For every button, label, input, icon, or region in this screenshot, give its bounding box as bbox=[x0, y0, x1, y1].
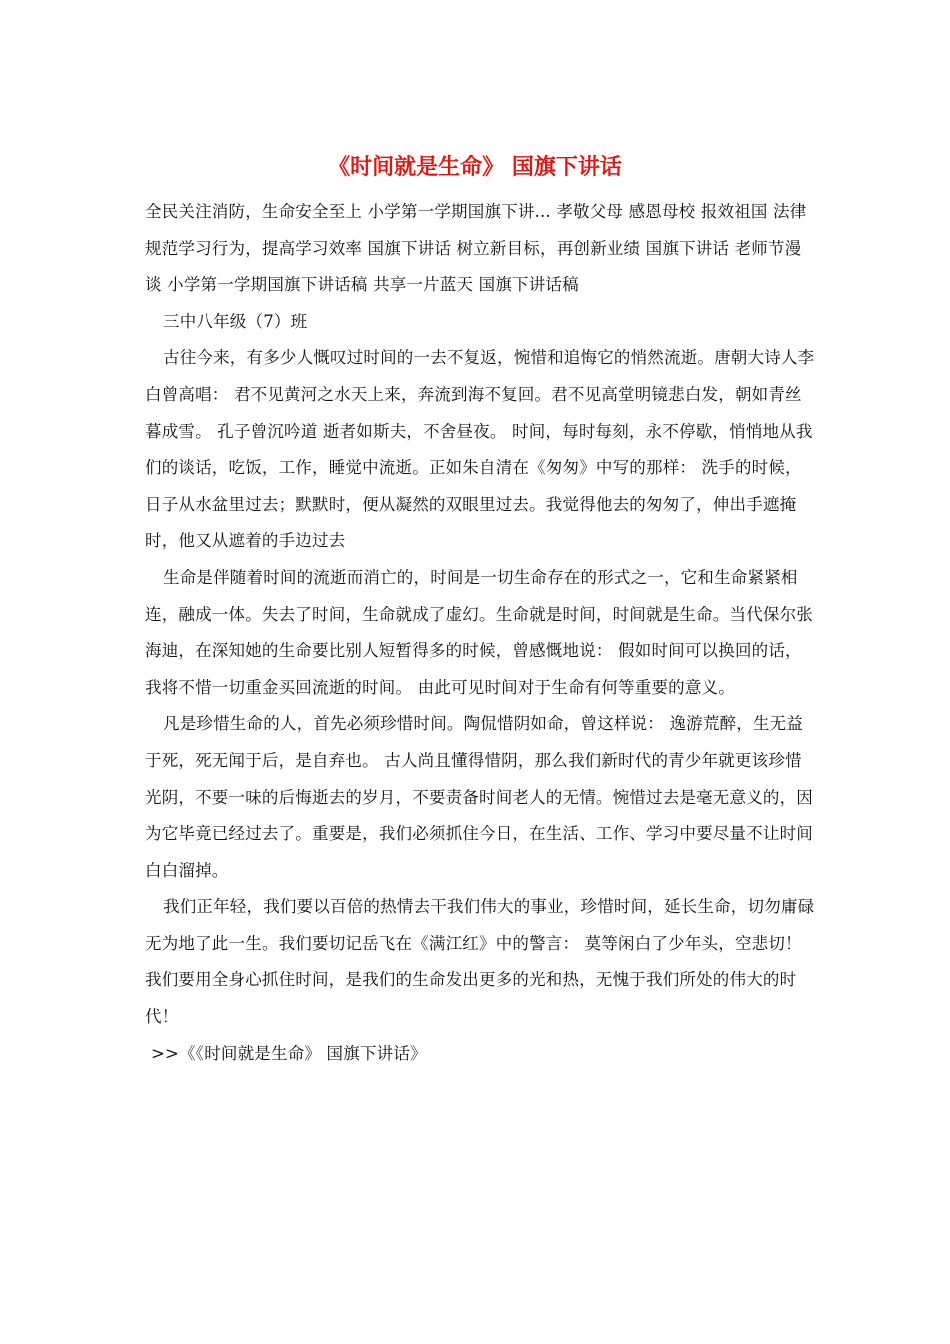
footer-link[interactable]: >>《《时间就是生命》 国旗下讲话》 bbox=[151, 1043, 427, 1063]
paragraph-2: 生命是伴随着时间的流逝而消亡的，时间是一切生命存在的形式之一，它和生命紧紧相连，融成一体。失去了时间，生命就成了虚幻。生命就是时间，时间就是生命。当代保尔张海迪，在深知她的生命要比别人短暂得多的时候，曾感慨地说： 假如时间可以换回的话，我将不惜一切重金买回流逝的时间。 由此可见时间对于生命有何等重要的意义。 bbox=[145, 567, 813, 697]
paragraph-4: 我们正年轻，我们要以百倍的热情去干我们伟大的事业，珍惜时间，延长生命，切勿庸碌无为地了此一生。我们要切记岳飞在《满江红》中的警言： 莫等闲白了少年头，空悲切！ 我们要用全身心抓住时间，是我们的生命发出更多的光和热，无愧于我们所处的伟大的时代！ bbox=[145, 897, 815, 1027]
paragraph-3: 凡是珍惜生命的人，首先必须珍惜时间。陶侃惜阴如命，曾这样说： 逸游荒醉，生无益于死，死无闻于后，是自弃也。 古人尚且懂得惜阴，那么我们新时代的青少年就更该珍惜光阴，不要一味的后悔逝去的岁月，不要责备时间老人的无情。惋惜过去是毫无意义的，因为它毕竟已经过去了。重要是，我们必须抓住今日，在生活、工作、学习中要尽量不让时间白白溜掉。 bbox=[145, 714, 813, 880]
document-title: 《时间就是生命》 国旗下讲话 bbox=[328, 155, 622, 180]
paragraph-1: 古往今来，有多少人慨叹过时间的一去不复返，惋惜和追悔它的悄然流逝。唐朝大诗人李白曾高唱： 君不见黄河之水天上来，奔流到海不复回。君不见高堂明镜悲白发，朝如青丝暮成雪。 孔子曾沉吟道 逝者如斯夫，不舍昼夜。 时间，每时每刻，永不停歇，悄悄地从我们的谈话，吃饭，工作，睡觉中流逝。正如朱自清在《匆匆》中写的那样： 洗手的时候，日子从水盆里过去；默默时，便从凝然的双眼里过去。我觉得他去的匆匆了，伸出手遮掩时，他又从遮着的手边过去 bbox=[145, 348, 815, 551]
author-line: 三中八年级（7）班 bbox=[163, 311, 308, 331]
document-body bbox=[145, 194, 815, 1072]
related-links-text: 全民关注消防，生命安全至上 小学第一学期国旗下讲... 孝敬父母 感恩母校 报效祖国 法律规范学习行为，提高学习效率 国旗下讲话 树立新目标，再创新业绩 国旗下讲话 老师节漫谈 小学第一学期国旗下讲话稿 共享一片蓝天 国旗下讲话稿 bbox=[145, 202, 807, 295]
